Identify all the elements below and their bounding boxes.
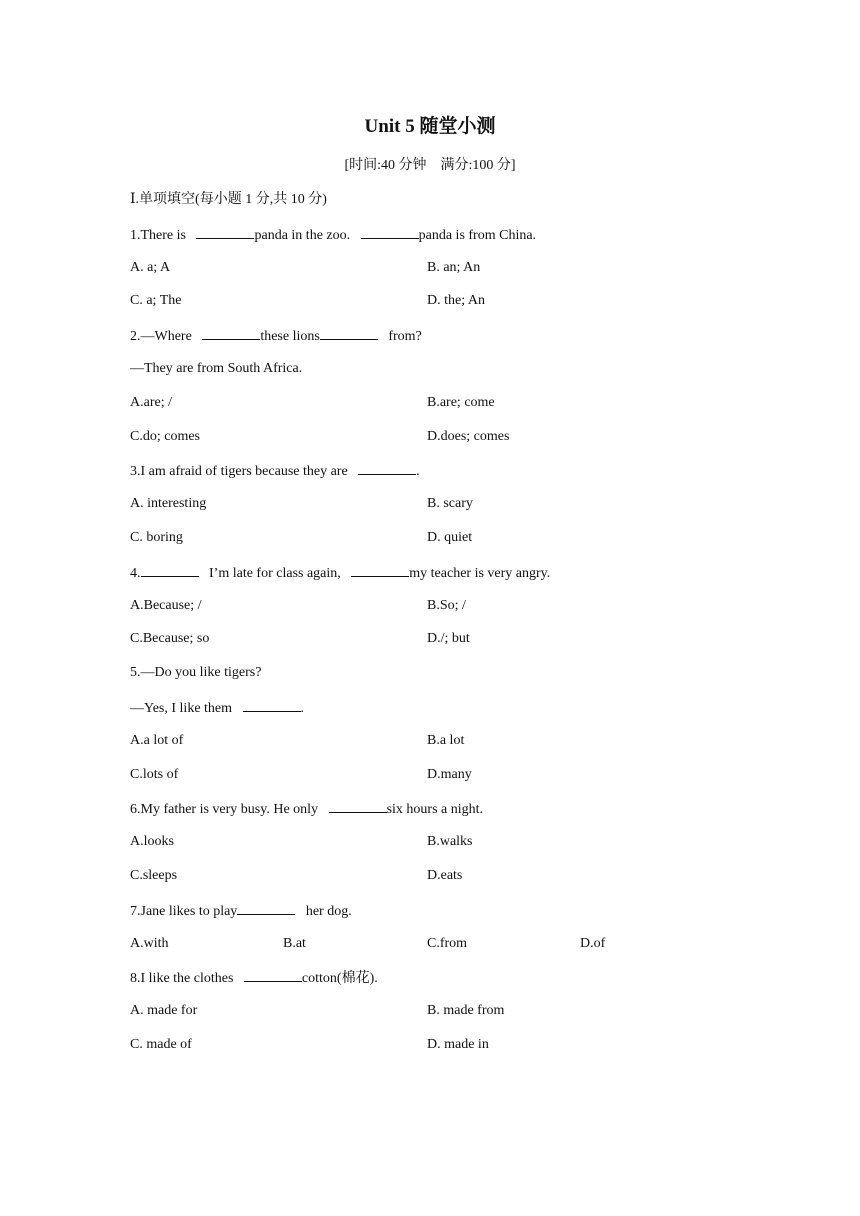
option-a: A. interesting (130, 496, 207, 512)
question-5: 5.—Do you like tigers? (130, 665, 262, 681)
options-row (130, 832, 750, 866)
options-row (130, 291, 750, 325)
options-row (130, 494, 750, 528)
option-a: A.a lot of (130, 732, 184, 748)
options-row (130, 528, 750, 562)
question-7: 7.Jane likes to play her dog. (130, 900, 750, 934)
option-d: D.eats (427, 867, 463, 883)
question-3: 3.I am afraid of tigers because they are . (130, 460, 750, 494)
option-d: D. made in (427, 1036, 489, 1052)
option-a: A.are; / (130, 394, 172, 410)
option-d: D.of (580, 935, 606, 951)
question-2: 2.—Where these lions from? (130, 325, 750, 359)
answer-blank (237, 900, 295, 915)
option-a: A.with (130, 935, 169, 951)
option-c: C.do; comes (130, 428, 200, 444)
option-d: D. the; An (427, 293, 485, 309)
page-title: Unit 5 随堂小测 (364, 116, 496, 137)
section-heading: Ⅰ.单项填空(每小题 1 分,共 10 分) (130, 192, 327, 207)
options-row (130, 1035, 750, 1069)
options-row (130, 393, 750, 427)
option-d: D. quiet (427, 529, 473, 545)
options-row (130, 934, 750, 968)
option-c: C.Because; so (130, 631, 210, 647)
options-row (130, 258, 750, 292)
option-c: C. a; The (130, 293, 182, 309)
option-b: B.at (283, 935, 306, 951)
option-c: C.sleeps (130, 867, 178, 883)
answer-blank (196, 224, 254, 239)
dialogue-line: —Yes, I like them . (130, 697, 750, 731)
option-d: D.does; comes (427, 428, 510, 444)
answer-blank (361, 224, 419, 239)
answer-blank (329, 798, 387, 813)
option-b: B.walks (427, 834, 473, 850)
dialogue-line: —They are from South Africa. (130, 360, 303, 376)
options-row (130, 629, 750, 663)
options-row (130, 1001, 750, 1035)
option-b: B.a lot (427, 732, 465, 748)
answer-blank (351, 562, 409, 577)
answer-blank (358, 460, 416, 475)
options-row (130, 731, 750, 765)
options-row (130, 866, 750, 900)
options-row (130, 765, 750, 799)
question-6: 6.My father is very busy. He only six hours a night. (130, 798, 750, 832)
answer-blank (141, 562, 199, 577)
options-row (130, 427, 750, 461)
option-b: B.are; come (427, 394, 495, 410)
worksheet-content (130, 190, 750, 1069)
option-b: B. an; An (427, 259, 481, 275)
options-row (130, 596, 750, 630)
option-b: B. made from (427, 1003, 505, 1019)
option-d: D./; but (427, 631, 470, 647)
time-score-info: [时间:40 分钟 满分:100 分] (344, 158, 516, 173)
answer-blank (244, 967, 302, 982)
option-a: A. made for (130, 1003, 198, 1019)
option-a: A.Because; / (130, 597, 202, 613)
option-c: C. made of (130, 1036, 192, 1052)
option-a: A. a; A (130, 259, 171, 275)
option-c: C.from (427, 935, 468, 951)
answer-blank (202, 325, 260, 340)
option-d: D.many (427, 766, 472, 782)
answer-blank (243, 697, 301, 712)
answer-blank (320, 325, 378, 340)
option-c: C. boring (130, 529, 183, 545)
option-b: B. scary (427, 496, 473, 512)
option-a: A.looks (130, 834, 174, 850)
option-c: C.lots of (130, 766, 179, 782)
option-b: B.So; / (427, 597, 466, 613)
question-1: 1.There is panda in the zoo. panda is from China. (130, 224, 750, 258)
question-4: 4. I’m late for class again, my teacher is very angry. (130, 562, 750, 596)
question-8: 8.I like the clothes cotton(棉花). (130, 967, 750, 1001)
